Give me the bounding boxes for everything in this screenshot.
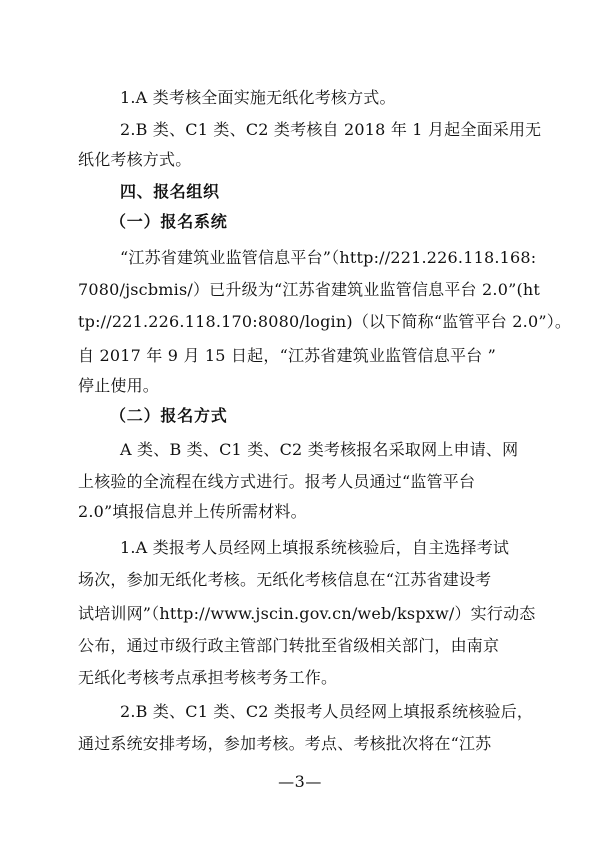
subsection-heading: （一）报名系统 <box>110 212 228 231</box>
paragraph-line: 7080/jscbmis/）已升级为“江苏省建筑业监管信息平台 2.0”(ht <box>78 280 541 299</box>
section-heading: 四、报名组织 <box>120 182 220 201</box>
paragraph-line: 纸化考核方式。 <box>78 150 192 169</box>
paragraph-line: tp://221.226.118.170:8080/login)（以下简称“监管平台 2.0”）。 <box>78 312 572 331</box>
paragraph-line: 通过系统安排考场，参加考核。考点、考核批次将在“江苏 <box>78 734 492 753</box>
paragraph-line: A 类、B 类、C1 类、C2 类考核报名采取网上申请、网 <box>120 440 519 459</box>
subsection-heading: （二）报名方式 <box>110 406 228 425</box>
paragraph-line: 2.B 类、C1 类、C2 类报考人员经网上填报系统核验后， <box>120 702 534 721</box>
paragraph-line: 自 2017 年 9 月 15 日起，“江苏省建筑业监管信息平台 ” <box>78 346 497 365</box>
paragraph-line: 1.A 类考核全面实施无纸化考核方式。 <box>120 88 396 107</box>
page-number: —3— <box>278 772 322 791</box>
paragraph-line: 1.A 类报考人员经网上填报系统核验后，自主选择考试 <box>120 538 510 557</box>
paragraph-line: 无纸化考核考点承担考核考务工作。 <box>78 668 338 687</box>
paragraph-line: 公布，通过市级行政主管部门转批至省级相关部门，由南京 <box>78 636 500 655</box>
paragraph-line: 2.0”填报信息并上传所需材料。 <box>78 502 307 521</box>
paragraph-line: “江苏省建筑业监管信息平台”（http://221.226.118.168: <box>120 248 537 267</box>
paragraph-line: 2.B 类、C1 类、C2 类考核自 2018 年 1 月起全面采用无 <box>120 120 542 139</box>
paragraph-line: 试培训网”（http://www.jscin.gov.cn/web/kspxw/）实行动态 <box>78 604 536 623</box>
paragraph-line: 上核验的全流程在线方式进行。报考人员通过“监管平台 <box>78 472 476 491</box>
paragraph-line: 停止使用。 <box>78 376 160 395</box>
paragraph-line: 场次，参加无纸化考核。无纸化考核信息在“江苏省建设考 <box>78 570 492 589</box>
